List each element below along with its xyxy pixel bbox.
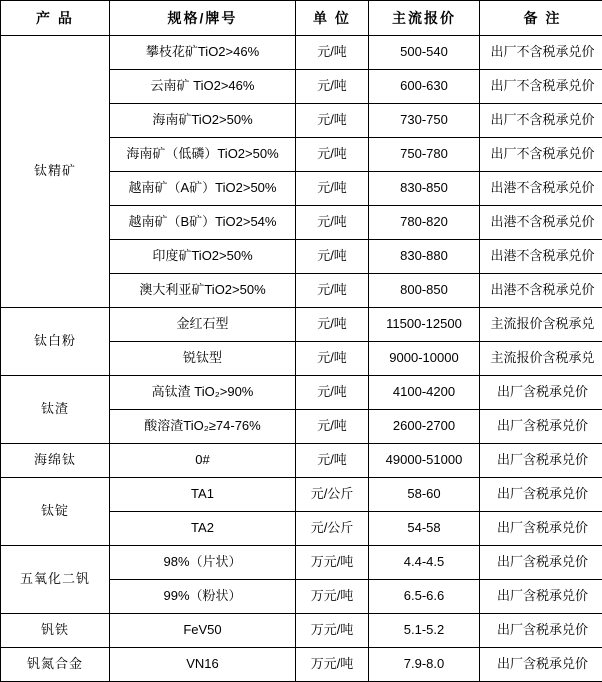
spec-cell: TA2 xyxy=(110,512,296,546)
remark-cell: 出厂不含税承兑价 xyxy=(480,36,602,70)
table-row xyxy=(1,546,602,580)
price-cell: 780-820 xyxy=(369,206,480,240)
unit-cell: 元/吨 xyxy=(296,240,369,274)
unit-cell: 元/吨 xyxy=(296,36,369,70)
spec-cell: 越南矿（B矿）TiO2>54% xyxy=(110,206,296,240)
price-cell: 9000-10000 xyxy=(369,342,480,376)
remark-cell: 主流报价含税承兑 xyxy=(480,308,602,342)
remark-cell: 出厂含税承兑价 xyxy=(480,614,602,648)
remark-cell: 出厂含税承兑价 xyxy=(480,410,602,444)
product-group-cell: 钛锭 xyxy=(1,478,110,546)
price-cell: 49000-51000 xyxy=(369,444,480,478)
spec-cell: 0# xyxy=(110,444,296,478)
remark-cell: 出港不含税承兑价 xyxy=(480,274,602,308)
column-header-price: 主流报价 xyxy=(369,1,480,36)
price-cell: 500-540 xyxy=(369,36,480,70)
unit-cell: 元/公斤 xyxy=(296,478,369,512)
remark-cell: 主流报价含税承兑 xyxy=(480,342,602,376)
unit-cell: 元/吨 xyxy=(296,308,369,342)
table-row xyxy=(1,478,602,512)
unit-cell: 元/吨 xyxy=(296,172,369,206)
price-cell: 600-630 xyxy=(369,70,480,104)
price-cell: 4100-4200 xyxy=(369,376,480,410)
spec-cell: 云南矿 TiO2>46% xyxy=(110,70,296,104)
unit-cell: 元/吨 xyxy=(296,444,369,478)
spec-cell: 攀枝花矿TiO2>46% xyxy=(110,36,296,70)
table-header xyxy=(1,1,602,36)
product-group-cell: 钒铁 xyxy=(1,614,110,648)
price-cell: 830-880 xyxy=(369,240,480,274)
unit-cell: 万元/吨 xyxy=(296,648,369,682)
unit-cell: 元/公斤 xyxy=(296,512,369,546)
product-group-cell: 海绵钛 xyxy=(1,444,110,478)
price-cell: 54-58 xyxy=(369,512,480,546)
remark-cell: 出厂含税承兑价 xyxy=(480,478,602,512)
table-row xyxy=(1,444,602,478)
unit-cell: 元/吨 xyxy=(296,274,369,308)
spec-cell: VN16 xyxy=(110,648,296,682)
price-cell: 58-60 xyxy=(369,478,480,512)
table-row xyxy=(1,36,602,70)
price-cell: 2600-2700 xyxy=(369,410,480,444)
product-group-cell: 钛白粉 xyxy=(1,308,110,376)
price-cell: 830-850 xyxy=(369,172,480,206)
spec-cell: TA1 xyxy=(110,478,296,512)
spec-cell: 印度矿TiO2>50% xyxy=(110,240,296,274)
table-row xyxy=(1,308,602,342)
spec-cell: 高钛渣 TiO₂>90% xyxy=(110,376,296,410)
remark-cell: 出厂含税承兑价 xyxy=(480,512,602,546)
product-group-cell: 钒氮合金 xyxy=(1,648,110,682)
remark-cell: 出厂不含税承兑价 xyxy=(480,138,602,172)
table-row xyxy=(1,648,602,682)
remark-cell: 出厂含税承兑价 xyxy=(480,648,602,682)
spec-cell: 酸溶渣TiO₂≥74-76% xyxy=(110,410,296,444)
table-row xyxy=(1,376,602,410)
price-cell: 5.1-5.2 xyxy=(369,614,480,648)
product-group-cell: 五氧化二钒 xyxy=(1,546,110,614)
column-header-remark: 备 注 xyxy=(480,1,602,36)
unit-cell: 元/吨 xyxy=(296,138,369,172)
remark-cell: 出港不含税承兑价 xyxy=(480,240,602,274)
remark-cell: 出厂含税承兑价 xyxy=(480,376,602,410)
spec-cell: 金红石型 xyxy=(110,308,296,342)
price-cell: 750-780 xyxy=(369,138,480,172)
spec-cell: 锐钛型 xyxy=(110,342,296,376)
price-cell: 7.9-8.0 xyxy=(369,648,480,682)
price-cell: 800-850 xyxy=(369,274,480,308)
spec-cell: 99%（粉状） xyxy=(110,580,296,614)
table-row xyxy=(1,614,602,648)
price-cell: 11500-12500 xyxy=(369,308,480,342)
price-cell: 4.4-4.5 xyxy=(369,546,480,580)
column-header-unit: 单 位 xyxy=(296,1,369,36)
price-cell: 730-750 xyxy=(369,104,480,138)
product-group-cell: 钛精矿 xyxy=(1,36,110,308)
unit-cell: 万元/吨 xyxy=(296,614,369,648)
spec-cell: 越南矿（A矿）TiO2>50% xyxy=(110,172,296,206)
remark-cell: 出厂含税承兑价 xyxy=(480,580,602,614)
spec-cell: 海南矿（低磷）TiO2>50% xyxy=(110,138,296,172)
spec-cell: 澳大利亚矿TiO2>50% xyxy=(110,274,296,308)
remark-cell: 出厂含税承兑价 xyxy=(480,444,602,478)
unit-cell: 元/吨 xyxy=(296,410,369,444)
remark-cell: 出厂含税承兑价 xyxy=(480,546,602,580)
spec-cell: 98%（片状） xyxy=(110,546,296,580)
unit-cell: 元/吨 xyxy=(296,104,369,138)
unit-cell: 元/吨 xyxy=(296,70,369,104)
remark-cell: 出厂不含税承兑价 xyxy=(480,70,602,104)
spec-cell: FeV50 xyxy=(110,614,296,648)
remark-cell: 出港不含税承兑价 xyxy=(480,206,602,240)
unit-cell: 万元/吨 xyxy=(296,580,369,614)
remark-cell: 出港不含税承兑价 xyxy=(480,172,602,206)
table-header-row xyxy=(1,1,602,36)
remark-cell: 出厂不含税承兑价 xyxy=(480,104,602,138)
spec-cell: 海南矿TiO2>50% xyxy=(110,104,296,138)
column-header-spec: 规格/牌号 xyxy=(110,1,296,36)
table-body xyxy=(1,36,602,682)
unit-cell: 元/吨 xyxy=(296,376,369,410)
unit-cell: 元/吨 xyxy=(296,342,369,376)
unit-cell: 元/吨 xyxy=(296,206,369,240)
column-header-product: 产 品 xyxy=(1,1,110,36)
price-cell: 6.5-6.6 xyxy=(369,580,480,614)
unit-cell: 万元/吨 xyxy=(296,546,369,580)
product-group-cell: 钛渣 xyxy=(1,376,110,444)
